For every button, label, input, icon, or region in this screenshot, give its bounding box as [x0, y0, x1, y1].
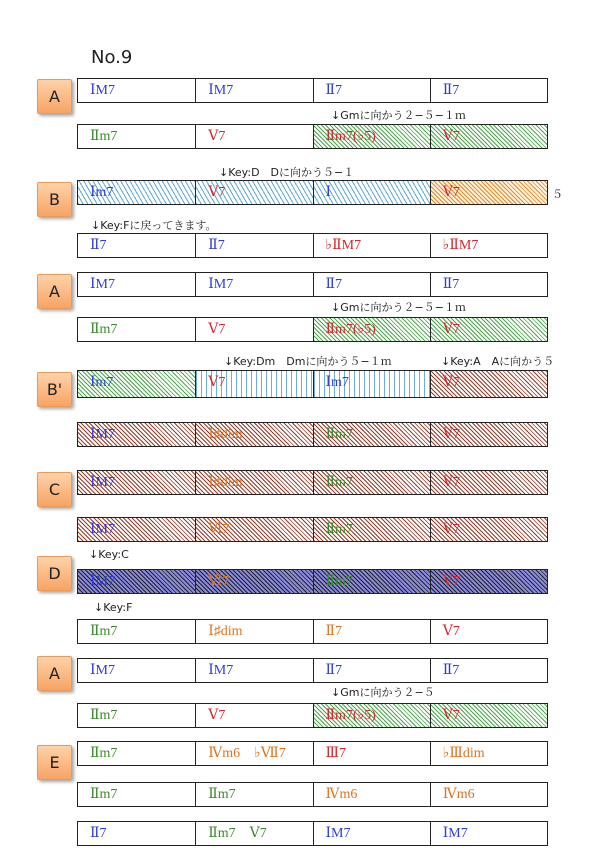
chord-row: [77, 272, 548, 297]
chord-row: [77, 370, 548, 398]
chord-cell: Ⅰ: [313, 181, 430, 204]
chord-cell: ⅠM7: [195, 659, 312, 682]
chord-cell: Ⅴ7: [430, 181, 547, 204]
chord-cell: Ⅰ♯dim: [195, 620, 312, 643]
chord-cell: Ⅱm7: [313, 570, 430, 593]
chord-row: [77, 317, 548, 342]
chord-cell: Ⅱ7: [313, 659, 430, 682]
section-label: A: [37, 656, 72, 691]
chord-cell: Ⅱ7: [430, 659, 547, 682]
chord-cell: Ⅱm7: [313, 518, 430, 541]
annotation: ↓Key:Dm Dmに向かう５−１ｍ: [224, 355, 392, 368]
chord-row: [77, 741, 548, 766]
page-title: No.9: [91, 47, 133, 68]
chord-cell: Ⅱ7: [430, 79, 547, 102]
chord-cell: ⅠM7: [90, 663, 115, 678]
chord-cell: Ⅴ7: [195, 704, 312, 727]
chord-cell: Ⅴ7: [195, 371, 312, 397]
chord-cell: Ⅱ7: [90, 826, 107, 841]
chord-cell: ⅠM7: [78, 423, 195, 446]
chord-row: [77, 619, 548, 644]
chord-cell: Ⅰ♯dim: [195, 471, 312, 494]
chord-cell: Ⅱm7: [90, 787, 118, 802]
chord-cell: Ⅰm7: [78, 181, 195, 204]
chord-cell: Ⅲ7: [313, 742, 430, 765]
chord-cell: Ⅰm7: [78, 371, 195, 397]
chord-cell: Ⅴ7: [195, 125, 312, 148]
chord-row: [77, 180, 548, 205]
chord-cell: Ⅱ7: [313, 273, 430, 296]
chord-cell: Ⅱm7: [195, 783, 312, 806]
annotation: ５: [552, 188, 563, 201]
chord-cell: Ⅱ7: [90, 238, 107, 253]
chord-cell: Ⅱ7: [195, 234, 312, 257]
chord-cell: Ⅴ7: [195, 181, 312, 204]
chord-cell: Ⅱm7: [90, 129, 118, 144]
chord-row: [77, 124, 548, 149]
chord-cell: Ⅱm7: [90, 746, 118, 761]
chord-row: [77, 78, 548, 103]
chord-cell: Ⅱ7: [313, 79, 430, 102]
chord-cell: ⅠM7: [78, 471, 195, 494]
chord-cell: Ⅱm7: [90, 322, 118, 337]
chord-cell: Ⅵ7: [195, 518, 312, 541]
chord-cell: Ⅱ7: [430, 273, 547, 296]
chord-cell: Ⅱm7: [90, 624, 118, 639]
chord-cell: Ⅴ7: [430, 570, 547, 593]
annotation: ↓Key:Fに戻ってきます。: [91, 219, 217, 232]
chord-cell: Ⅰm7: [313, 371, 430, 397]
chord-cell: ⅠM7: [90, 83, 115, 98]
chord-row: [77, 821, 548, 846]
chord-cell: Ⅴ7: [430, 125, 547, 148]
chord-cell: ⅠM7: [78, 570, 195, 593]
annotation: ↓Gmに向かう２−５−１ｍ: [331, 109, 466, 122]
chord-row: [77, 517, 548, 542]
chord-cell: Ⅴ7: [430, 471, 547, 494]
annotation: ↓Key:D Dに向かう５−１: [219, 166, 355, 179]
annotation: ↓Gmに向かう２−５−１ｍ: [331, 301, 466, 314]
annotation: ↓Key:A Aに向かう５: [441, 355, 555, 368]
chord-row: [77, 569, 548, 594]
chord-cell: Ⅳm6: [313, 783, 430, 806]
chord-cell: Ⅴ7: [430, 371, 547, 397]
chord-row: [77, 422, 548, 447]
chord-row: [77, 658, 548, 683]
section-label: B': [37, 372, 72, 407]
section-label: C: [37, 472, 72, 507]
section-label: A: [37, 274, 72, 309]
chord-cell: ⅠM7: [195, 273, 312, 296]
annotation: ↓Gmに向かう２−５: [331, 686, 435, 699]
chord-cell: Ⅴ7: [430, 518, 547, 541]
chord-cell: ♭ⅡM7: [313, 234, 430, 257]
chord-cell: Ⅴ7: [195, 318, 312, 341]
chord-cell: Ⅱm7: [313, 471, 430, 494]
chord-cell: Ⅰ♯dim: [195, 423, 312, 446]
chord-cell: ⅠM7: [430, 822, 547, 845]
chord-cell: ⅠM7: [195, 79, 312, 102]
section-label: A: [37, 79, 72, 114]
chord-cell: Ⅱm7: [90, 708, 118, 723]
chord-cell: ⅠM7: [313, 822, 430, 845]
annotation: ↓Key:C: [89, 548, 129, 561]
chord-cell: ⅠM7: [78, 518, 195, 541]
chord-cell: Ⅴ7: [430, 423, 547, 446]
chord-cell: Ⅴ7: [430, 620, 547, 643]
section-label: B: [37, 182, 72, 217]
chord-cell: Ⅱ7: [313, 620, 430, 643]
chord-cell: ♭Ⅲdim: [430, 742, 547, 765]
section-label: D: [37, 556, 72, 591]
chord-cell: Ⅴ7: [430, 704, 547, 727]
chord-row: [77, 782, 548, 807]
chord-cell: Ⅳm6: [430, 783, 547, 806]
chord-cell: Ⅱm7(♭5): [313, 318, 430, 341]
annotation: ↓Key:F: [94, 601, 133, 614]
chord-cell: Ⅳm6 ♭Ⅶ7: [195, 742, 312, 765]
chord-row: [77, 233, 548, 258]
chord-cell: ⅠM7: [90, 277, 115, 292]
chord-row: [77, 470, 548, 495]
section-label: E: [37, 745, 72, 780]
chord-cell: Ⅵ7: [195, 570, 312, 593]
chord-cell: Ⅱm7 Ⅴ7: [195, 822, 312, 845]
chord-cell: Ⅱm7: [313, 423, 430, 446]
chord-cell: Ⅱm7(♭5): [313, 704, 430, 727]
chord-cell: ♭ⅡM7: [430, 234, 547, 257]
chord-cell: Ⅴ7: [430, 318, 547, 341]
chord-cell: Ⅱm7(♭5): [313, 125, 430, 148]
chord-row: [77, 703, 548, 728]
